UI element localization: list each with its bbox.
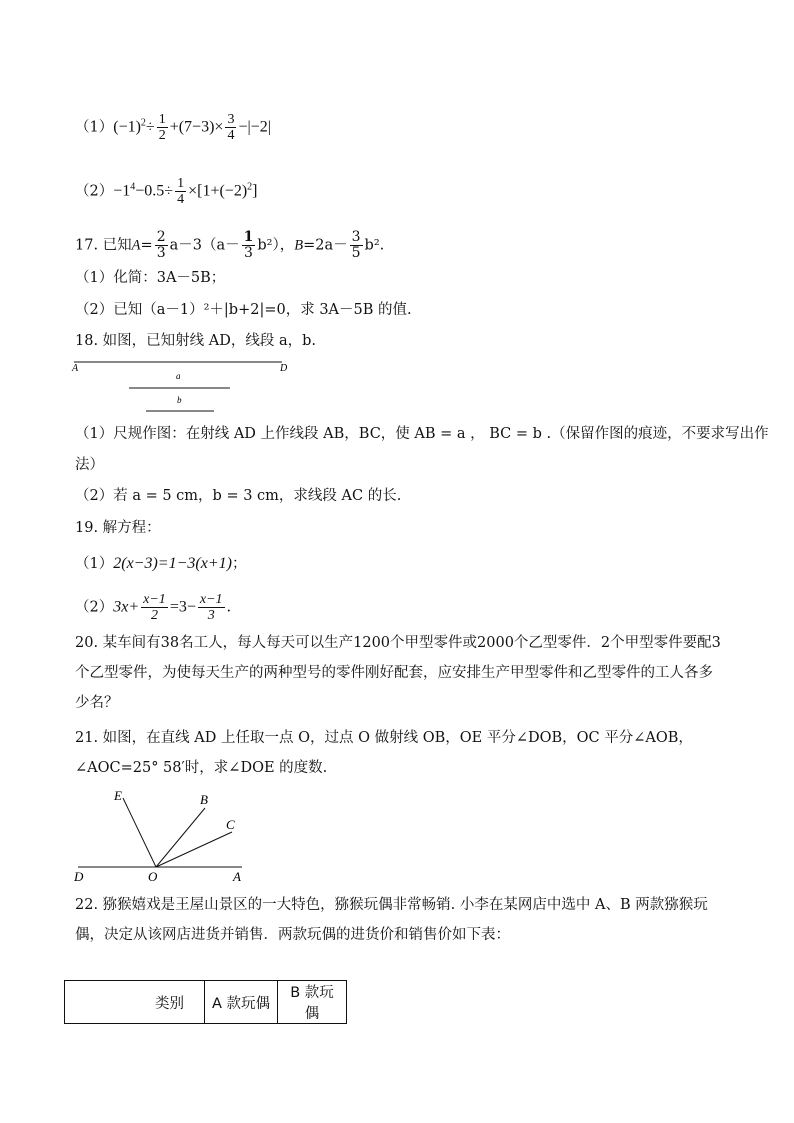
p20-text: 20. 某车间有38名工人，每人每天可以生产1200个甲型零件或2000个乙型零件．2个甲型零件要配3个乙型零件，为使每天生产的两种型号的零件刚好配套，应安排生产甲型零件和乙型零件的工人各多少名？ bbox=[75, 635, 721, 711]
frac-num: 3 bbox=[351, 229, 361, 245]
table-header-category: 类别 bbox=[65, 981, 205, 1024]
label-d-point: D bbox=[280, 363, 288, 374]
p16-part1-label: （1） bbox=[75, 119, 114, 136]
label-b: B bbox=[200, 792, 208, 807]
frac-num: x−1 bbox=[143, 592, 166, 607]
frac-den: 3 bbox=[156, 245, 166, 261]
p17-var-a: A bbox=[131, 237, 141, 254]
p18-q1-line1: （1）尺规作图：在射线 AD 上作线段 AB，BC，使 AB = a ， BC = b .（保留作图的痕迹，不要求写出作 bbox=[75, 426, 769, 442]
frac-num: 2 bbox=[156, 229, 166, 245]
p17-q2: （2）已知（a－1）²＋|b+2|=0，求 3A－5B 的值. bbox=[75, 302, 412, 318]
p18-q2: （2）若 a = 5 cm，b = 3 cm，求线段 AC 的长. bbox=[75, 488, 402, 504]
p16-part2-frac bbox=[175, 176, 186, 207]
p16-part1-frac2 bbox=[225, 112, 236, 143]
p19-q1 bbox=[75, 554, 246, 574]
label-segment-a: a bbox=[176, 371, 181, 381]
p16-part2-b: −0.5÷ bbox=[135, 182, 174, 200]
frac-den: 3 bbox=[244, 245, 253, 261]
p17-mid2: b²）， bbox=[257, 237, 295, 254]
frac-den: 2 bbox=[150, 608, 158, 623]
p16-part1-div: ÷ bbox=[145, 118, 155, 136]
p18-intro: 18. 如图，已知射线 AD，线段 a，b. bbox=[75, 333, 317, 349]
ray-oc bbox=[156, 832, 232, 867]
p19-q2-a: 3x+ bbox=[113, 598, 140, 616]
frac-den: 5 bbox=[351, 245, 361, 261]
ray-oe bbox=[123, 798, 156, 867]
p22-text: 22. 猕猴嬉戏是王屋山景区的一大特色，猕猴玩偶非常畅销. 小李在某网店中选中 A、B 两款猕猴玩偶，决定从该网店进货并销售．两款玩偶的进货价和销售价如下表： bbox=[75, 897, 708, 943]
p16-part2 bbox=[75, 176, 257, 207]
label-e: E bbox=[114, 788, 122, 803]
p19-q2 bbox=[75, 592, 231, 623]
p21-text: 21. 如图，在直线 AD 上任取一点 O，过点 O 做射线 OB，OE 平分∠DOB，OC 平分∠AOB，∠AOC=25° 58′时，求∠DOE 的度数. bbox=[75, 730, 693, 776]
p17-mid1: a－3（a－ bbox=[169, 237, 240, 254]
p17-frac3 bbox=[350, 230, 363, 261]
p19-q2-frac1 bbox=[141, 592, 168, 623]
p18-figure bbox=[70, 355, 370, 415]
p16-part1-b: +(7−3)× bbox=[169, 118, 224, 136]
p17-var-b: B bbox=[294, 237, 304, 254]
p19-q1-equation: 2(x−3)=1−3(x+1) bbox=[113, 555, 232, 572]
p16-part1-a: (−1) bbox=[113, 118, 141, 136]
p16-part1-frac1 bbox=[157, 112, 168, 143]
frac-num: x−1 bbox=[199, 592, 223, 607]
p19-q1-label: （1） bbox=[75, 556, 114, 572]
p17-frac1 bbox=[155, 230, 168, 261]
label-o: O bbox=[148, 869, 158, 884]
p17-eq1: = bbox=[140, 237, 153, 254]
label-segment-b: b bbox=[177, 395, 182, 405]
p16-part1-c: −|−2| bbox=[238, 118, 271, 136]
p19-q2-b: =3− bbox=[169, 598, 196, 616]
p17-label: 17. 已知 bbox=[75, 237, 132, 254]
label-c: C bbox=[226, 817, 235, 832]
p19-intro: 19. 解方程： bbox=[75, 520, 161, 536]
p19-q2-label: （2） bbox=[75, 599, 114, 616]
p17-eq2: =2a－ bbox=[303, 237, 348, 254]
p16-part1 bbox=[75, 112, 271, 143]
p16-part2-a-exp: 4 bbox=[130, 181, 136, 193]
frac-num: 1 bbox=[243, 229, 254, 245]
label-a: A bbox=[233, 869, 241, 884]
p17-statement bbox=[75, 230, 384, 261]
p19-q2-frac2 bbox=[198, 592, 225, 623]
frac-den: 2 bbox=[158, 128, 166, 143]
p16-part2-label: （2） bbox=[75, 183, 114, 200]
p16-part2-c: × bbox=[188, 182, 198, 200]
p16-part1-a-exp: 2 bbox=[140, 117, 146, 129]
p19-q1-end: ； bbox=[231, 556, 247, 572]
p19-q2-end: . bbox=[226, 599, 232, 616]
table-header-b: B 款玩偶 bbox=[278, 981, 347, 1024]
frac-num: 1 bbox=[158, 112, 166, 127]
p16-part2-d-exp: 2 bbox=[247, 181, 253, 193]
p16-part2-d: [1+(−2) bbox=[197, 182, 248, 200]
label-a-point: A bbox=[72, 363, 79, 374]
ray-ob bbox=[156, 808, 205, 867]
frac-num: 1 bbox=[177, 176, 185, 191]
p17-q1: （1）化简：3A－5B； bbox=[75, 270, 226, 286]
p18-q1-line2: 法） bbox=[75, 457, 104, 473]
frac-den: 3 bbox=[207, 608, 215, 623]
table-header-a: A 款玩偶 bbox=[205, 981, 278, 1024]
p17-frac2 bbox=[242, 230, 256, 261]
table-header-row bbox=[65, 981, 347, 1024]
frac-num: 3 bbox=[227, 112, 235, 127]
label-d: D bbox=[74, 869, 84, 884]
p17-end: b². bbox=[364, 237, 385, 254]
p16-part2-e: ] bbox=[252, 182, 258, 200]
frac-den: 4 bbox=[177, 192, 185, 207]
price-table bbox=[64, 980, 347, 1024]
frac-den: 4 bbox=[227, 128, 235, 143]
p16-part2-a: −1 bbox=[113, 182, 131, 200]
p21-figure bbox=[70, 786, 270, 886]
